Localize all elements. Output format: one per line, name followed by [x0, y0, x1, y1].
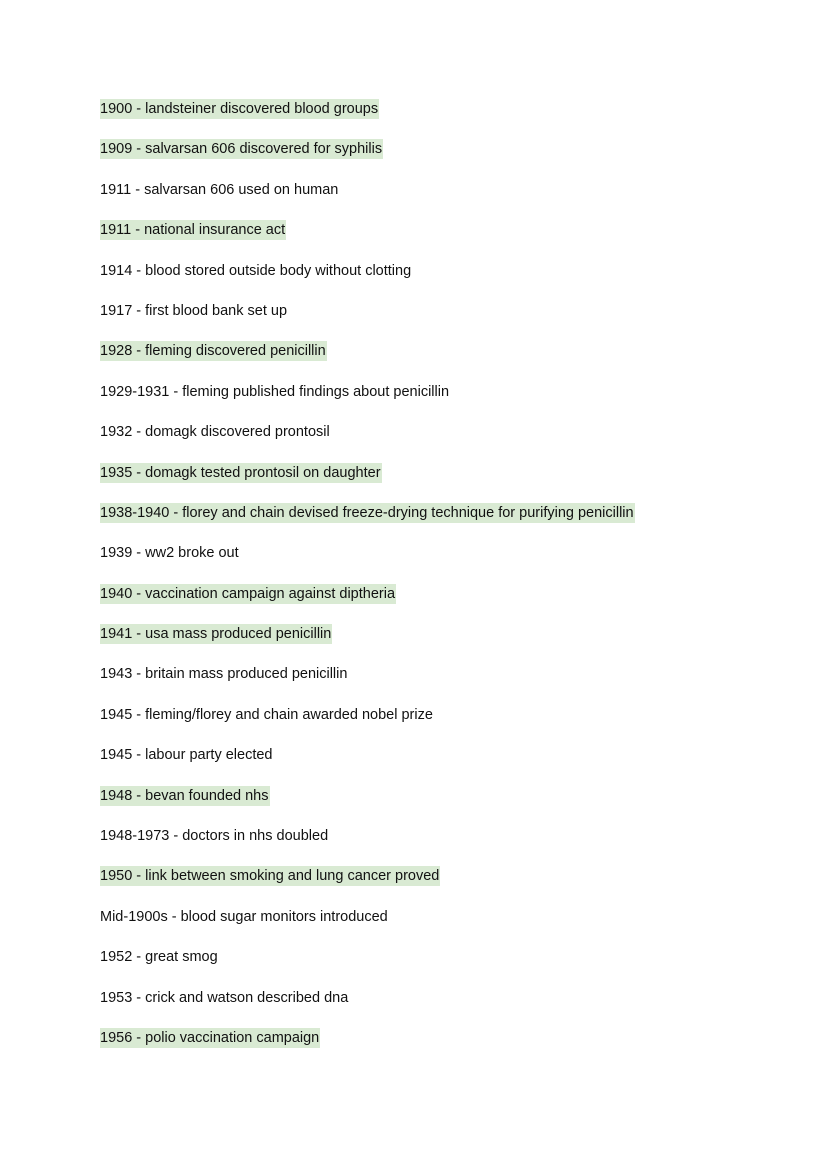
- timeline-entry: [100, 745, 635, 785]
- timeline-entry: [100, 341, 635, 381]
- timeline-entry: [100, 382, 635, 422]
- entry-text: 1939 - ww2 broke out: [100, 545, 239, 562]
- entry-text: 1914 - blood stored outside body without clotting: [100, 262, 412, 279]
- entry-text: 1956 - polio vaccination campaign: [100, 1029, 320, 1046]
- timeline-entry: [100, 786, 635, 826]
- timeline-entry: [100, 1028, 635, 1068]
- entry-text: 1945 - labour party elected: [100, 747, 273, 764]
- entry-text: 1948 - bevan founded nhs: [100, 787, 269, 804]
- timeline-entry: [100, 705, 635, 745]
- timeline-entry: [100, 907, 635, 947]
- timeline-entry: [100, 463, 635, 503]
- entry-text: Mid-1900s - blood sugar monitors introduced: [100, 908, 388, 925]
- timeline-list: [100, 99, 635, 1068]
- timeline-entry: [100, 543, 635, 583]
- timeline-entry: [100, 422, 635, 462]
- timeline-entry: [100, 826, 635, 866]
- entry-text: 1945 - fleming/florey and chain awarded nobel prize: [100, 706, 433, 723]
- entry-text: 1932 - domagk discovered prontosil: [100, 424, 330, 441]
- timeline-entry: [100, 664, 635, 704]
- timeline-entry: [100, 261, 635, 301]
- timeline-entry: [100, 866, 635, 906]
- entry-text: 1940 - vaccination campaign against diptheria: [100, 585, 396, 602]
- entry-text: 1948-1973 - doctors in nhs doubled: [100, 828, 329, 845]
- entry-text: 1935 - domagk tested prontosil on daughter: [100, 464, 381, 481]
- entry-text: 1952 - great smog: [100, 949, 218, 966]
- entry-text: 1950 - link between smoking and lung cancer proved: [100, 868, 440, 885]
- timeline-entry: [100, 503, 635, 543]
- entry-text: 1900 - landsteiner discovered blood groups: [100, 101, 379, 117]
- timeline-entry: [100, 624, 635, 664]
- entry-text: 1953 - crick and watson described dna: [100, 989, 349, 1006]
- entry-text: 1943 - britain mass produced penicillin: [100, 666, 348, 683]
- entry-text: 1917 - first blood bank set up: [100, 302, 288, 319]
- timeline-entry: [100, 139, 635, 179]
- timeline-entry: [100, 220, 635, 260]
- entry-text: 1938-1940 - florey and chain devised freeze-drying technique for purifying penicillin: [100, 504, 634, 521]
- timeline-entry: [100, 99, 635, 139]
- entry-text: 1911 - national insurance act: [100, 222, 286, 239]
- entry-text: 1928 - fleming discovered penicillin: [100, 343, 326, 360]
- timeline-entry: [100, 584, 635, 624]
- timeline-entry: [100, 301, 635, 341]
- timeline-entry: [100, 988, 635, 1028]
- timeline-entry: [100, 947, 635, 987]
- entry-text: 1911 - salvarsan 606 used on human: [100, 181, 339, 198]
- entry-text: 1929-1931 - fleming published findings about penicillin: [100, 383, 450, 400]
- entry-text: 1909 - salvarsan 606 discovered for syphilis: [100, 141, 383, 158]
- entry-text: 1941 - usa mass produced penicillin: [100, 626, 332, 643]
- timeline-entry: [100, 180, 635, 220]
